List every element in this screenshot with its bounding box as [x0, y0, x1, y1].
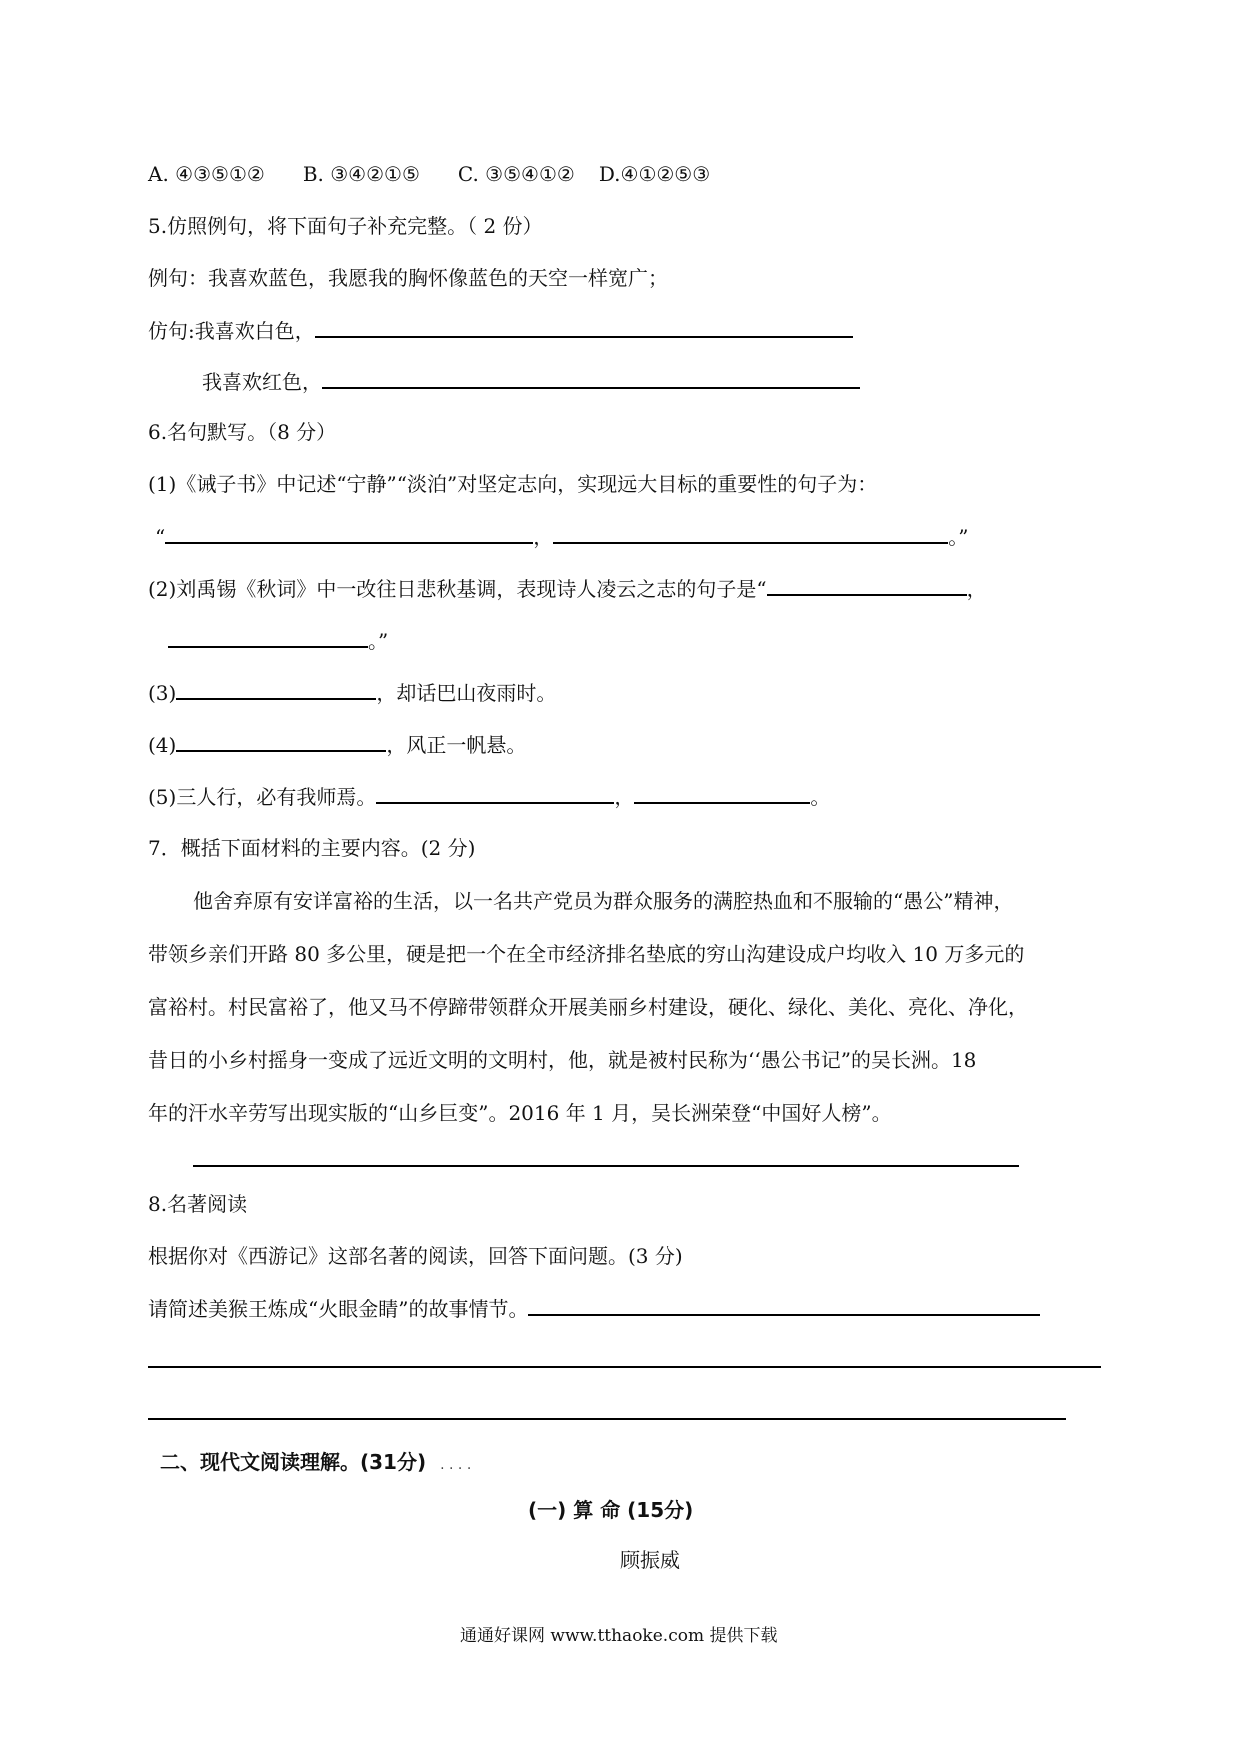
q5-example: 例句：我喜欢蓝色，我愿我的胸怀像蓝色的天空一样宽广； [148, 266, 668, 290]
q5-blank-2[interactable] [322, 367, 860, 389]
comma: ， [614, 785, 635, 809]
q8-prompt: 根据你对《西游记》这部名著的阅读，回答下面问题。(3 分) [148, 1244, 683, 1268]
q7-paragraph-line-1: 他舍弃原有安详富裕的生活，以一名共产党员为群众服务的满腔热血和不服输的“愚公”精神， [193, 889, 1014, 913]
q8-question [148, 1294, 1040, 1323]
q6-item-3 [148, 678, 556, 707]
q7-paragraph-line-3: 富裕村。村民富裕了，他又马不停蹄带领群众开展美丽乡村建设，硬化、绿化、美化、亮化、净化， [148, 995, 1028, 1019]
q6-item-3-text: ，却话巴山夜雨时。 [376, 681, 557, 705]
q8-answer-line-2[interactable] [148, 1366, 1101, 1368]
q6-item-1-answer [155, 522, 968, 551]
comma: ， [966, 577, 987, 601]
q6-title: 6.名句默写。（8 分） [148, 420, 337, 444]
q6-item-4-text: ，风正一帆悬。 [386, 733, 527, 757]
q6-blank-1b[interactable] [553, 522, 948, 544]
q5-imitation-1-label: 仿句:我喜欢白色， [148, 319, 315, 343]
period: 。 [810, 785, 831, 809]
q6-blank-2a[interactable] [767, 574, 967, 596]
q6-item-1: (1)《诫子书》中记述“宁静”“淡泊”对坚定志向，实现远大目标的重要性的句子为： [148, 472, 878, 496]
q6-item-2-text: (2)刘禹锡《秋词》中一改往日悲秋基调，表现诗人凌云之志的句子是“ [148, 577, 767, 601]
q4-option-d: D.④①②⑤③ [598, 162, 711, 186]
section-2-heading [160, 1448, 471, 1479]
q4-option-c: C. ③⑤④①② [457, 162, 575, 186]
q7-title: 7．概括下面材料的主要内容。(2 分) [148, 836, 476, 860]
q6-item-2 [148, 574, 987, 603]
q6-blank-5b[interactable] [634, 782, 810, 804]
q6-item-2-cont [168, 626, 388, 655]
q6-item-4-num: (4) [148, 733, 177, 757]
q7-paragraph-line-2: 带领乡亲们开路 80 多公里，硬是把一个在全市经济排名垫底的穷山沟建设成户均收入 10 万多元的 [148, 942, 1025, 966]
q7-answer-line[interactable] [193, 1165, 1019, 1167]
comma: ， [533, 525, 554, 549]
article-author: 顾振威 [620, 1548, 680, 1572]
q5-imitation-1 [148, 316, 853, 345]
q4-option-a: A. ④③⑤①② [148, 162, 265, 186]
q6-blank-3[interactable] [176, 678, 376, 700]
q4-options [148, 160, 710, 188]
q8-question-text: 请简述美猴王炼成“火眼金睛”的故事情节。 [148, 1297, 529, 1321]
section-2-heading-text: 二、现代文阅读理解。(31分) [160, 1450, 427, 1474]
close-quote: 。” [948, 525, 969, 549]
q5-imitation-2-label: 我喜欢红色， [202, 370, 322, 394]
close-quote: 。” [368, 629, 389, 653]
q6-blank-4[interactable] [176, 730, 386, 752]
open-quote: “ [155, 525, 166, 549]
q8-answer-line-3[interactable] [148, 1418, 1066, 1420]
q6-item-3-num: (3) [148, 681, 177, 705]
q6-item-5 [148, 782, 830, 811]
q6-item-4 [148, 730, 526, 759]
q5-title: 5.仿照例句，将下面句子补充完整。（ 2 份） [148, 214, 543, 238]
q8-blank-1[interactable] [528, 1294, 1040, 1316]
q8-title: 8.名著阅读 [148, 1192, 248, 1216]
q5-imitation-2 [202, 367, 860, 396]
q6-blank-1a[interactable] [165, 522, 533, 544]
q6-item-5-text: (5)三人行，必有我师焉。 [148, 785, 377, 809]
article-title: (一) 算 命 (15分) [528, 1498, 694, 1522]
q7-paragraph-line-4: 昔日的小乡村摇身一变成了远近文明的文明村，他，就是被村民称为‘‘愚公书记”的吴长洲。18 [148, 1048, 977, 1072]
page-footer: 通通好课网 www.tthaoke.com 提供下载 [460, 1626, 778, 1646]
q7-paragraph-line-5: 年的汗水辛劳写出现实版的“山乡巨变”。2016 年 1 月，吴长洲荣登“中国好人榜”。 [148, 1101, 892, 1125]
q5-blank-1[interactable] [315, 316, 853, 338]
q6-blank-2b[interactable] [168, 626, 368, 648]
q6-blank-5a[interactable] [376, 782, 614, 804]
q4-option-b: B. ③④②①⑤ [302, 162, 420, 186]
section-2-dots: . . . . [440, 1457, 472, 1473]
